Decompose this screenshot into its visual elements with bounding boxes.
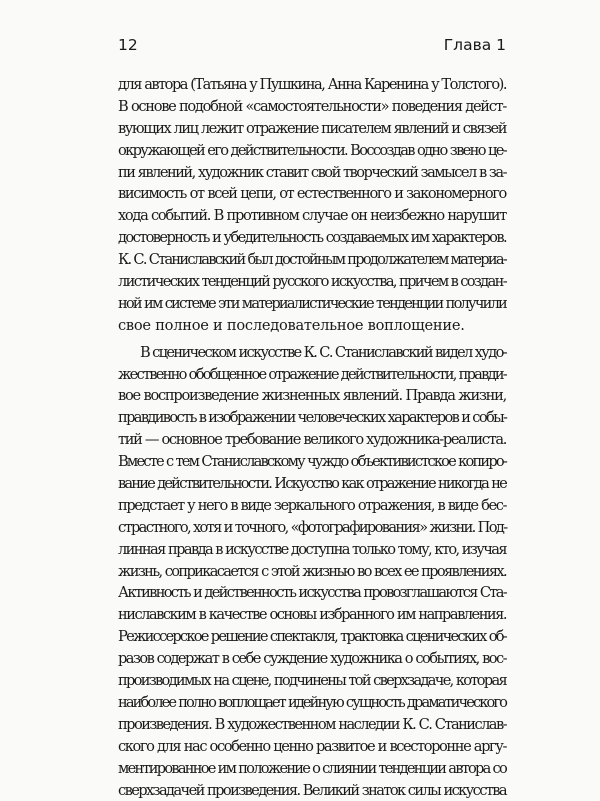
text-line: жественно обобщенное отражение действительности, правди- [118, 364, 506, 386]
text-line: листических тенденций русского искусства, причем в создан- [118, 271, 506, 293]
paragraph [118, 342, 506, 801]
text-line: ниславским в качестве основы избранного им направления. [118, 604, 506, 626]
running-header [118, 36, 506, 58]
text-line: Активность и действенность искусства провозглашаются Ста- [118, 582, 506, 604]
page-number: 12 [118, 36, 138, 54]
text-line: ной им системе эти материалистические тенденции получили [118, 293, 506, 315]
text-line: висимость от всей цепи, от естественного и закономерного [118, 183, 506, 205]
text-line: свое полное и последовательное воплощение. [118, 315, 506, 337]
chapter-title: Глава 1 [444, 36, 506, 54]
text-line: В сценическом искусстве К. С. Станиславский видел худо- [118, 342, 506, 364]
text-line: ментированное им положение о слиянии тенденции автора со [118, 758, 506, 780]
text-line: страстного, хотя и точного, «фотографирования» жизни. Под- [118, 517, 506, 539]
text-line: пи явлений, художник ставит свой творческий замысел в за- [118, 162, 506, 184]
text-line: достоверность и убедительность создаваемых им характеров. [118, 227, 506, 249]
paragraph [118, 74, 506, 337]
text-line: правдивость в изображении человеческих характеров и собы- [118, 407, 506, 429]
text-line: жизнь, соприкасается с этой жизнью во всех ее проявлениях. [118, 561, 506, 583]
text-line: для автора (Татьяна у Пушкина, Анна Каренина у Толстого). [118, 74, 506, 96]
text-line: наиболее полно воплощает идейную сущность драматического [118, 692, 506, 714]
text-line: Вместе с тем Станиславскому чуждо объективистское копиро- [118, 451, 506, 473]
text-line: разов содержат в себе суждение художника о событиях, вос- [118, 648, 506, 670]
text-line: предстает у него в виде зеркального отражения, в виде бес- [118, 495, 506, 517]
text-line: окружающей его действительности. Воссоздав одно звено це- [118, 140, 506, 162]
text-line: произведения. В художественном наследии К. С. Станислав- [118, 714, 506, 736]
text-line: вующих лиц лежит отражение писателем явлений и связей [118, 118, 506, 140]
text-line: линная правда в искусстве доступна только тому, кто, изучая [118, 539, 506, 561]
text-line: производимых на сцене, подчинены той сверхзадаче, которая [118, 670, 506, 692]
text-line: сверхзадачей произведения. Великий знаток силы искусства [118, 780, 506, 801]
text-line: вое воспроизведение жизненных явлений. Правда жизни, [118, 385, 506, 407]
text-line: хода событий. В противном случае он неизбежно нарушит [118, 205, 506, 227]
text-line: вание действительности. Искусство как отражение никогда не [118, 473, 506, 495]
text-line: тий — основное требование великого художника-реалиста. [118, 429, 506, 451]
text-line: Режиссерское решение спектакля, трактовка сценических об- [118, 626, 506, 648]
text-line: В основе подобной «самостоятельности» поведения дейст- [118, 96, 506, 118]
text-line: ского для нас особенно ценно развитое и всесторонне аргу- [118, 736, 506, 758]
body-text [118, 74, 506, 801]
text-line: К. С. Станиславский был достойным продолжателем материа- [118, 249, 506, 271]
